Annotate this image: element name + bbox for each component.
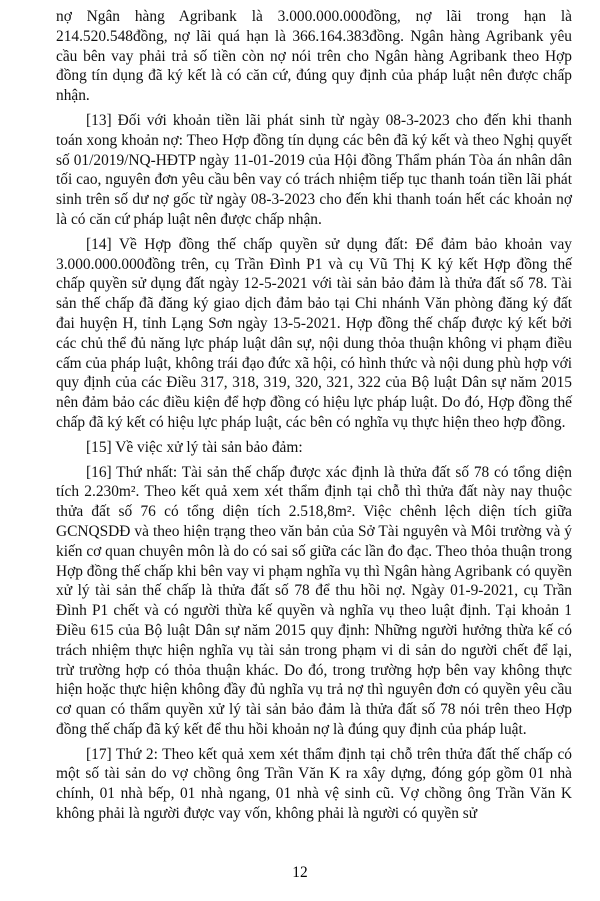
paragraph-17-second-point: [17] Thứ 2: Theo kết quả xem xét thẩm định tại chỗ trên thửa đất thế chấp có một số tài sản do vợ chồng ông Trần Văn K ra xây dựng, đóng góp gồm 01 nhà chính, 01 nhà bếp, 01 nhà ngang, 01 nhà vệ sinh cũ. Vợ chồng ông Trần Văn K không phải là người được vay vốn, không phải là người có quyền sử [56, 745, 572, 823]
paragraph-13-interest: [13] Đối với khoản tiền lãi phát sinh từ ngày 08-3-2023 cho đến khi thanh toán xong khoản nợ: Theo Hợp đồng tín dụng các bên đã ký kết và theo Nghị quyết số 01/2019/NQ-HĐTP ngày 11-01-2019 của Hội đồng Thẩm phán Tòa án nhân dân tối cao, nguyên đơn yêu cầu bên vay có trách nhiệm tiếp tục thanh toán tiền lãi phát sinh trên số dư nợ gốc từ ngày 08-3-2023 cho đến khi thanh toán hết các khoản nợ là có căn cứ pháp luật nên được chấp nhận. [56, 111, 572, 228]
paragraph-debt-amount: nợ Ngân hàng Agribank là 3.000.000.000đồng, nợ lãi trong hạn là 214.520.548đồng, nợ lãi quá hạn là 366.164.383đồng. Ngân hàng Agribank yêu cầu bên vay phải trả số tiền còn nợ nói trên cho Ngân hàng Agribank theo Hợp đồng tín dụng đã ký kết là có căn cứ, đúng quy định của pháp luật nên được chấp nhận. [56, 8, 572, 105]
page-number: 12 [292, 864, 308, 881]
paragraph-16-first-point: [16] Thứ nhất: Tài sản thế chấp được xác định là thửa đất số 78 có tổng diện tích 2.230m². Theo kết quả xem xét thẩm định tại chỗ thì thửa đất này nay thuộc thửa đất số 76 có tổng diện tích 2.518,8m². Việc chênh lệch diện tích giữa GCNQSDĐ và theo hiện trạng theo văn bản của Sở Tài nguyên và Môi trường và ý kiến cơ quan chuyên môn là do có sai số giữa các lần đo đạc. Theo thỏa thuận trong Hợp đồng thế chấp khi bên vay vi phạm nghĩa vụ thì Ngân hàng Agribank có quyền xử lý tài sản thế chấp là thửa đất số 78 để thu hồi nợ. Ngày 01-9-2021, cụ Trần Đình P1 chết và có người thừa kế quyền và nghĩa vụ theo luật định. Tại khoản 1 Điều 615 của Bộ luật Dân sự năm 2015 quy định: Những người hưởng thừa kế có trách nhiệm thực hiện nghĩa vụ tài sản trong phạm vi di sản do người chết để lại, trừ trường hợp có thỏa thuận khác. Do đó, trong trường hợp bên vay không thực hiện hoặc thực hiện không đầy đủ nghĩa vụ trả nợ thì nguyên đơn có quyền yêu cầu cơ quan có thẩm quyền xử lý tài sản bảo đảm là thửa đất số 78 nói trên theo Hợp đồng thế chấp đã ký kết để thu hồi khoản nợ là đúng quy định của pháp luật. [56, 463, 572, 738]
paragraph-15-collateral-heading: [15] Về việc xử lý tài sản bảo đảm: [86, 438, 303, 456]
paragraph-14-mortgage-contract: [14] Về Hợp đồng thế chấp quyền sử dụng đất: Để đảm bảo khoản vay 3.000.000.000đồng trên, cụ Trần Đình P1 và cụ Vũ Thị K ký kết Hợp đồng thế chấp quyền sử dụng đất ngày 12-5-2021 với tài sản bảo đảm là thửa đất số 78. Tài sản thế chấp đã đăng ký giao dịch đảm bảo tại Chi nhánh Văn phòng đăng ký đất đai huyện H, tỉnh Lạng Sơn ngày 13-5-2021. Hợp đồng thế chấp được ký kết bởi các chủ thể đủ năng lực pháp luật dân sự, nội dung thỏa thuận không vi phạm điều cấm của pháp luật, không trái đạo đức xã hội, có hình thức và nội dung phù hợp với quy định của các Điều 317, 318, 319, 320, 321, 322 của Bộ luật Dân sự năm 2015 nên đảm bảo các điều kiện để hợp đồng có hiệu lực pháp luật. Do đó, Hợp đồng thế chấp đã ký kết có hiệu lực pháp luật, các bên có nghĩa vụ thực hiện theo hợp đồng. [56, 235, 572, 431]
